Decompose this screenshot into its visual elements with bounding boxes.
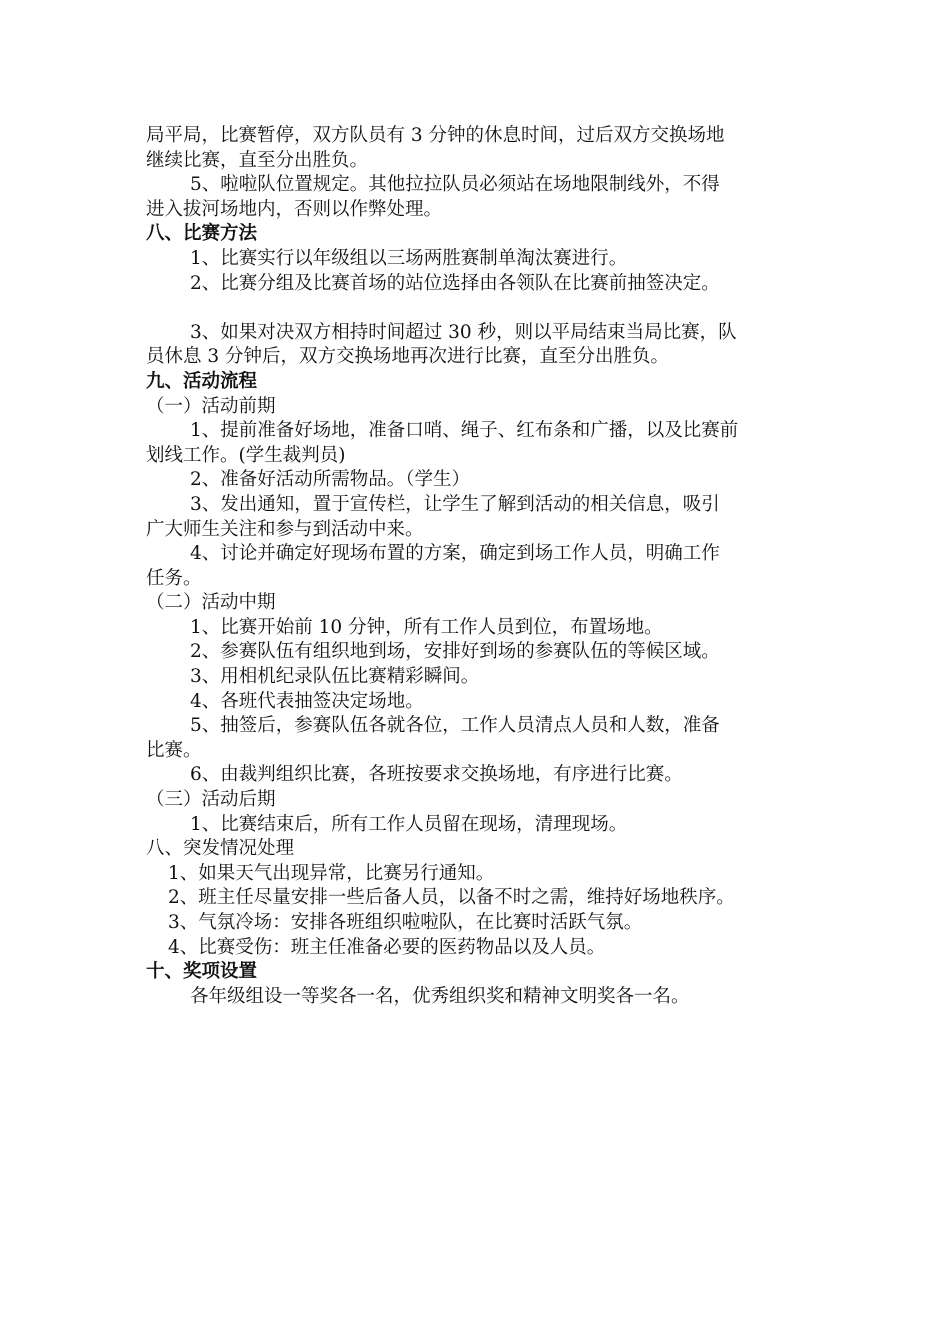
paragraph-line: 局平局，比赛暂停，双方队员有 3 分钟的休息时间，过后双方交换场地 (146, 125, 725, 146)
paragraph-line: 2、班主任尽量安排一些后备人员，以备不时之需，维持好场地秩序。 (168, 887, 735, 909)
paragraph-line: 继续比赛，直至分出胜负。 (146, 149, 369, 171)
paragraph-line: 3、气氛冷场：安排各班组织啦啦队，在比赛时活跃气氛。 (168, 912, 643, 933)
paragraph-line: 2、参赛队伍有组织地到场，安排好到场的参赛队伍的等候区域。 (190, 641, 720, 663)
paragraph-line: 1、比赛实行以年级组以三场两胜赛制单淘汰赛进行。 (190, 247, 628, 269)
paragraph-line: 3、如果对决双方相持时间超过 30 秒，则以平局结束当局比赛，队 (190, 321, 737, 343)
paragraph-line: 5、啦啦队位置规定。其他拉拉队员必须站在场地限制线外，不得 (190, 174, 720, 196)
paragraph-line: 1、如果天气出现异常，比赛另行通知。 (168, 862, 495, 884)
paragraph-line: 1、比赛结束后，所有工作人员留在现场，清理现场。 (190, 813, 628, 835)
paragraph-line: 5、抽签后，参赛队伍各就各位，工作人员清点人员和人数，准备 (190, 715, 720, 737)
paragraph-line: 3、发出通知，置于宣传栏，让学生了解到活动的相关信息，吸引 (190, 493, 720, 515)
paragraph-line: 各年级组设一等奖各一名，优秀组织奖和精神文明奖各一名。 (190, 985, 690, 1007)
paragraph-line: 广大师生关注和参与到活动中来。 (146, 518, 424, 540)
paragraph-line: 比赛。 (146, 739, 202, 761)
paragraph-line: 4、讨论并确定好现场布置的方案，确定到场工作人员，明确工作 (190, 543, 720, 565)
paragraph-line: 任务。 (146, 567, 202, 589)
paragraph-line: 2、比赛分组及比赛首场的站位选择由各领队在比赛前抽签决定。 (190, 272, 720, 294)
paragraph-line: （二）活动中期 (146, 592, 276, 614)
blank-line (146, 296, 826, 321)
paragraph-line: 2、准备好活动所需物品。（学生） (190, 469, 471, 491)
section-heading: 八、比赛方法 (146, 223, 258, 245)
paragraph-line: 进入拔河场地内，否则以作弊处理。 (146, 198, 443, 220)
paragraph-line: 划线工作。(学生裁判员) (146, 444, 346, 466)
paragraph-line: 八、突发情况处理 (146, 838, 295, 860)
paragraph-line: 3、用相机纪录队伍比赛精彩瞬间。 (190, 666, 480, 688)
paragraph-line: 4、比赛受伤：班主任准备必要的医药物品以及人员。 (168, 936, 606, 958)
section-heading: 十、奖项设置 (146, 961, 258, 983)
paragraph-line: 4、各班代表抽签决定场地。 (190, 690, 424, 712)
paragraph-line: 1、比赛开始前 10 分钟，所有工作人员到位，布置场地。 (190, 616, 663, 638)
paragraph-line: 1、提前准备好场地，准备口哨、绳子、红布条和广播，以及比赛前 (190, 420, 739, 442)
paragraph-line: （一）活动前期 (146, 395, 276, 417)
paragraph-line: 员休息 3 分钟后，双方交换场地再次进行比赛，直至分出胜负。 (146, 346, 670, 368)
section-heading: 九、活动流程 (146, 370, 258, 392)
paragraph-line: 6、由裁判组织比赛，各班按要求交换场地，有序进行比赛。 (190, 764, 683, 786)
paragraph-line: （三）活动后期 (146, 789, 276, 811)
document-page (146, 124, 826, 1009)
